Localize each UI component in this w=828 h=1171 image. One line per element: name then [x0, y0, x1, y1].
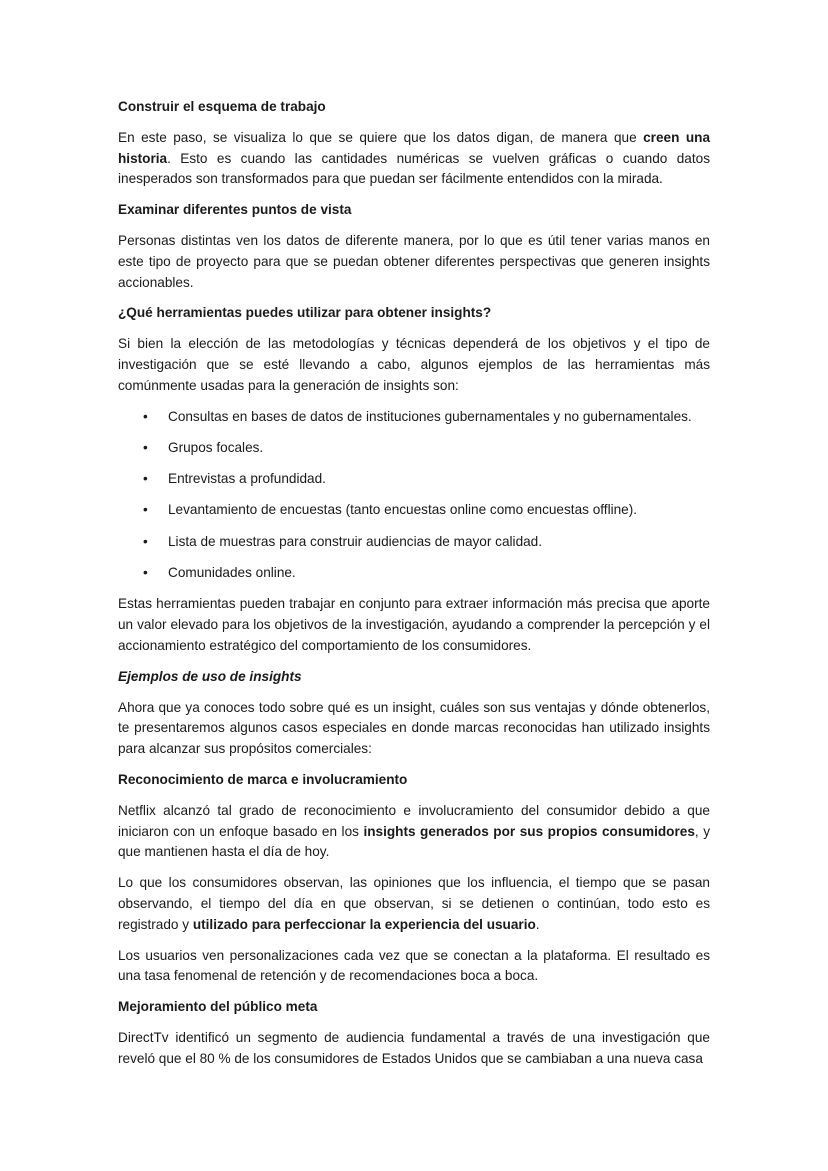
- list-item: • Levantamiento de encuestas (tanto encuestas online como encuestas offline).: [118, 500, 710, 521]
- paragraph-puntos-de-vista: Personas distintas ven los datos de diferente manera, por lo que es útil tener varias manos en este tipo de proyecto para que se puedan obtener diferentes perspectivas que generen insights accionables.: [118, 232, 710, 290]
- text: . Esto es cuando las cantidades numéricas se vuelven gráficas o cuando datos inesperados son transformados para que puedan ser fácilmente entendidos con la mirada.: [118, 150, 710, 187]
- text: Lo que los consumidores observan, las opiniones que los influencia, el tiempo que se pasan observando, el tiempo del día en que observan, si se detienen o continúan, todo esto es registrado y: [118, 875, 710, 932]
- tools-list: [118, 407, 710, 584]
- heading-esquema: Construir el esquema de trabajo: [118, 99, 326, 114]
- document-page: [118, 97, 710, 1079]
- paragraph-esquema: [118, 128, 710, 190]
- paragraph-conjunto: Estas herramientas pueden trabajar en conjunto para extraer información más precisa que aporte un valor elevado para los objetivos de la investigación, ayudando a comprender la percepción y el accionamiento estratégico del comportamiento de los consumidores.: [118, 596, 710, 653]
- list-item: • Consultas en bases de datos de instituciones gubernamentales y no gubernamentales.: [118, 407, 710, 428]
- heading-ejemplos: Ejemplos de uso de insights: [118, 668, 302, 684]
- paragraph-usuarios: Los usuarios ven personalizaciones cada vez que se conectan a la plataforma. El resultado es una tasa fenomenal de retención y de recomendaciones boca a boca.: [118, 947, 710, 984]
- heading-puntos-de-vista: Examinar diferentes puntos de vista: [118, 202, 352, 218]
- heading-publico-meta: Mejoramiento del público meta: [118, 999, 318, 1015]
- list-item: • Grupos focales.: [118, 438, 710, 459]
- list-item: • Comunidades online.: [118, 563, 710, 584]
- list-item: • Entrevistas a profundidad.: [118, 469, 710, 490]
- list-item: • Lista de muestras para construir audiencias de mayor calidad.: [118, 532, 710, 553]
- paragraph-observan: [118, 873, 710, 935]
- bold-text: insights generados por sus propios consumidores: [363, 823, 695, 839]
- paragraph-ejemplos: Ahora que ya conoces todo sobre qué es un insight, cuáles son sus ventajas y dónde obtenerlos, te presentaremos algunos casos especiales en donde marcas reconocidas han utilizado insights para alcanzar sus propósitos comerciales:: [118, 699, 710, 757]
- paragraph-directtv: DirectTv identificó un segmento de audiencia fundamental a través de una investigación que reveló que el 80 % de los consumidores de Estados Unidos que se cambiaban a una nueva casa: [118, 1029, 710, 1066]
- text: En este paso, se visualiza lo que se quiere que los datos digan, de manera que: [118, 129, 644, 145]
- text: , y que mantienen hasta el día de hoy.: [118, 823, 710, 860]
- paragraph-herramientas: Si bien la elección de las metodologías y técnicas dependerá de los objetivos y el tipo de investigación que se esté llevando a cabo, algunos ejemplos de las herramientas más comúnmente usadas para la generación de insights son:: [118, 336, 710, 393]
- text: Netflix alcanzó tal grado de reconocimiento e involucramiento del consumidor debido a que iniciaron con un enfoque basado en los: [118, 802, 710, 839]
- paragraph-netflix: [118, 801, 710, 863]
- bold-text: utilizado para perfeccionar la experiencia del usuario: [192, 916, 536, 932]
- heading-herramientas: ¿Qué herramientas puedes utilizar para obtener insights?: [118, 305, 492, 321]
- bold-text: creen una historia: [118, 129, 711, 166]
- text: .: [535, 916, 540, 932]
- heading-reconocimiento: Reconocimiento de marca e involucramiento: [118, 771, 408, 787]
